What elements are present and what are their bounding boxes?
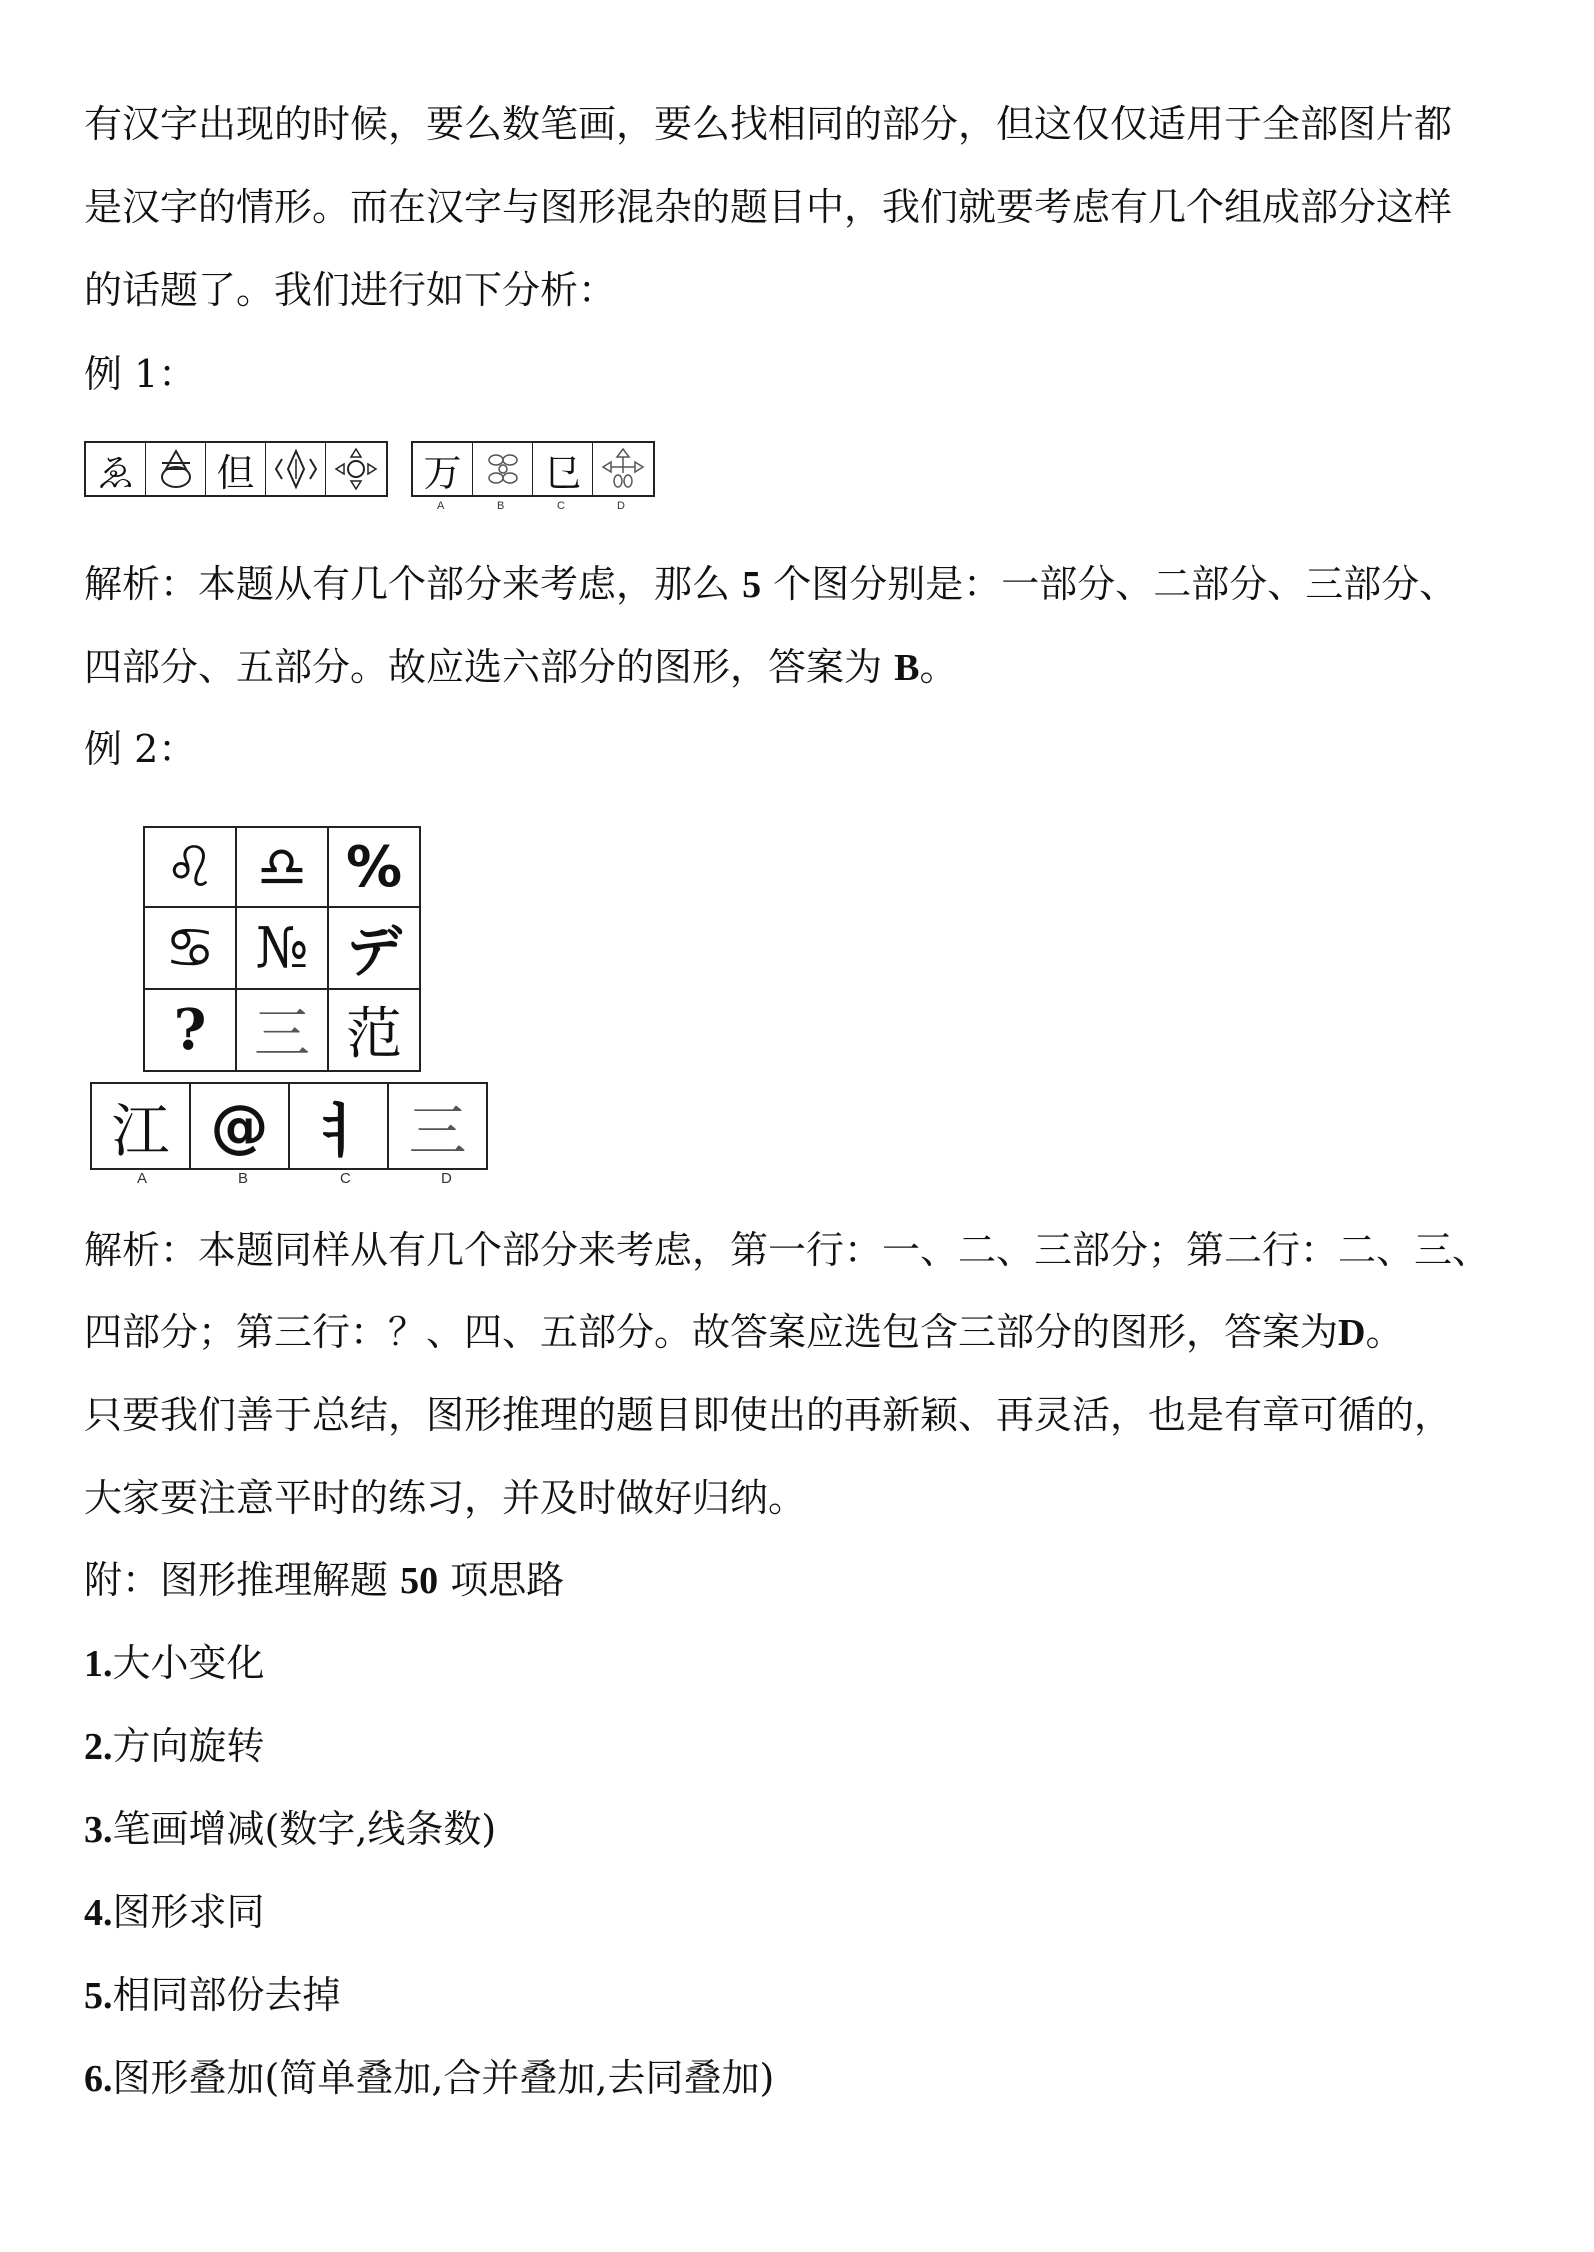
analysis-text: 。 [919,645,958,689]
appendix-item [84,1805,496,1854]
option-a[interactable] [413,443,473,495]
appendix-item [84,2054,774,2103]
figure-cell [266,443,326,495]
option-letter: D [617,500,625,512]
matrix-cell: デ [328,907,420,989]
option-letter: C [557,500,565,512]
matrix-cell: 范 [328,989,420,1071]
figure-cell [206,443,266,495]
example1-heading: 例 1： [84,352,197,396]
appendix-item [84,1971,341,2020]
option-letter: D [441,1170,452,1187]
matrix-cell: ♌ [144,827,236,907]
item-text: 相同部份去掉 [112,1973,341,2017]
example2-matrix [143,826,421,1072]
glyph: 但 [216,450,255,495]
option-letter: A [437,500,445,512]
example1-question-row [84,441,388,497]
appendix-title-text: 附：图形推理解题 [84,1558,389,1602]
example2-heading: 例 2： [84,727,197,771]
example2-options [90,1082,488,1170]
item-number: 1. [84,1643,113,1685]
arrow-diamond-figure [272,447,320,491]
item-text: 方向旋转 [112,1724,265,1768]
item-text: 图形求同 [112,1890,265,1934]
example2-analysis-line2 [84,1308,1403,1357]
paragraph-line: 是汉字的情形。而在汉字与图形混杂的题目中，我们就要考虑有几个组成部分这样 [84,185,1453,229]
paragraph-line: 的话题了。我们进行如下分析： [84,268,617,312]
option-a[interactable]: 江 [91,1083,190,1169]
matrix-cell-question: ? [144,989,236,1071]
arrow-tree-figure [599,447,647,491]
option-letter: C [340,1170,351,1187]
matrix-cell: % [328,827,420,907]
glyph: 㔾 [543,450,582,495]
item-number: 3. [84,1809,113,1851]
glyph: 万 [423,450,462,495]
summary-line: 大家要注意平时的练习，并及时做好归纳。 [84,1476,807,1520]
option-letter: A [137,1170,148,1187]
item-text: 笔画增减(数字,线条数) [112,1807,497,1851]
glyph: ゑ [96,450,135,495]
appendix-item [84,1888,265,1937]
example1-analysis-line1 [84,560,1457,609]
example1-analysis-line2 [84,643,957,692]
ring-triangle-figure [152,447,200,491]
option-c[interactable] [533,443,593,495]
item-number: 6. [84,2058,113,2100]
option-letter: B [497,500,505,512]
option-b[interactable] [473,443,533,495]
analysis-text: 四部分；第三行：？、四、五部分。故答案应选包含三部分的图形，答案为 [84,1310,1339,1354]
option-d[interactable]: 三 [388,1083,487,1169]
option-d[interactable] [593,443,653,495]
analysis-number: 5 [742,564,762,606]
answer-letter: D [1338,1312,1366,1354]
appendix-item [84,1639,265,1688]
summary-line: 只要我们善于总结，图形推理的题目即使出的再新颖、再灵活，也是有章可循的， [84,1393,1453,1437]
analysis-text: 。 [1365,1310,1404,1354]
analysis-text: 个图分别是：一部分、二部分、三部分、 [773,562,1458,606]
option-c[interactable]: ㅕ [289,1083,388,1169]
flower-figure [332,447,380,491]
option-b[interactable]: @ [190,1083,289,1169]
example2-analysis-line1: 解析：本题同样从有几个部分来考虑，第一行：一、二、三部分；第二行：二、三、 [84,1228,1491,1272]
item-number: 5. [84,1975,113,2017]
item-text: 图形叠加(简单叠加,合并叠加,去同叠加) [112,2056,775,2100]
option-letter: B [238,1170,249,1187]
figure-cell [146,443,206,495]
paragraph-line: 有汉字出现的时候，要么数笔画，要么找相同的部分，但这仅仅适用于全部图片都 [84,102,1453,146]
item-text: 大小变化 [112,1641,265,1685]
example1-options-row [411,441,655,497]
appendix-title-number: 50 [400,1560,439,1602]
analysis-text: 四部分、五部分。故应选六部分的图形，答案为 [84,645,883,689]
appendix-title [84,1556,564,1605]
matrix-cell: ♋ [144,907,236,989]
matrix-cell: ♎ [236,827,328,907]
figure-cell [86,443,146,495]
pinwheel-figure [479,447,527,491]
matrix-cell: 三 [236,989,328,1071]
answer-letter: B [894,647,920,689]
figure-cell [326,443,386,495]
appendix-title-text: 项思路 [450,1558,565,1602]
appendix-item [84,1722,265,1771]
item-number: 2. [84,1726,113,1768]
item-number: 4. [84,1892,113,1934]
analysis-text: 解析：本题从有几个部分来考虑，那么 [84,562,731,606]
matrix-cell: № [236,907,328,989]
